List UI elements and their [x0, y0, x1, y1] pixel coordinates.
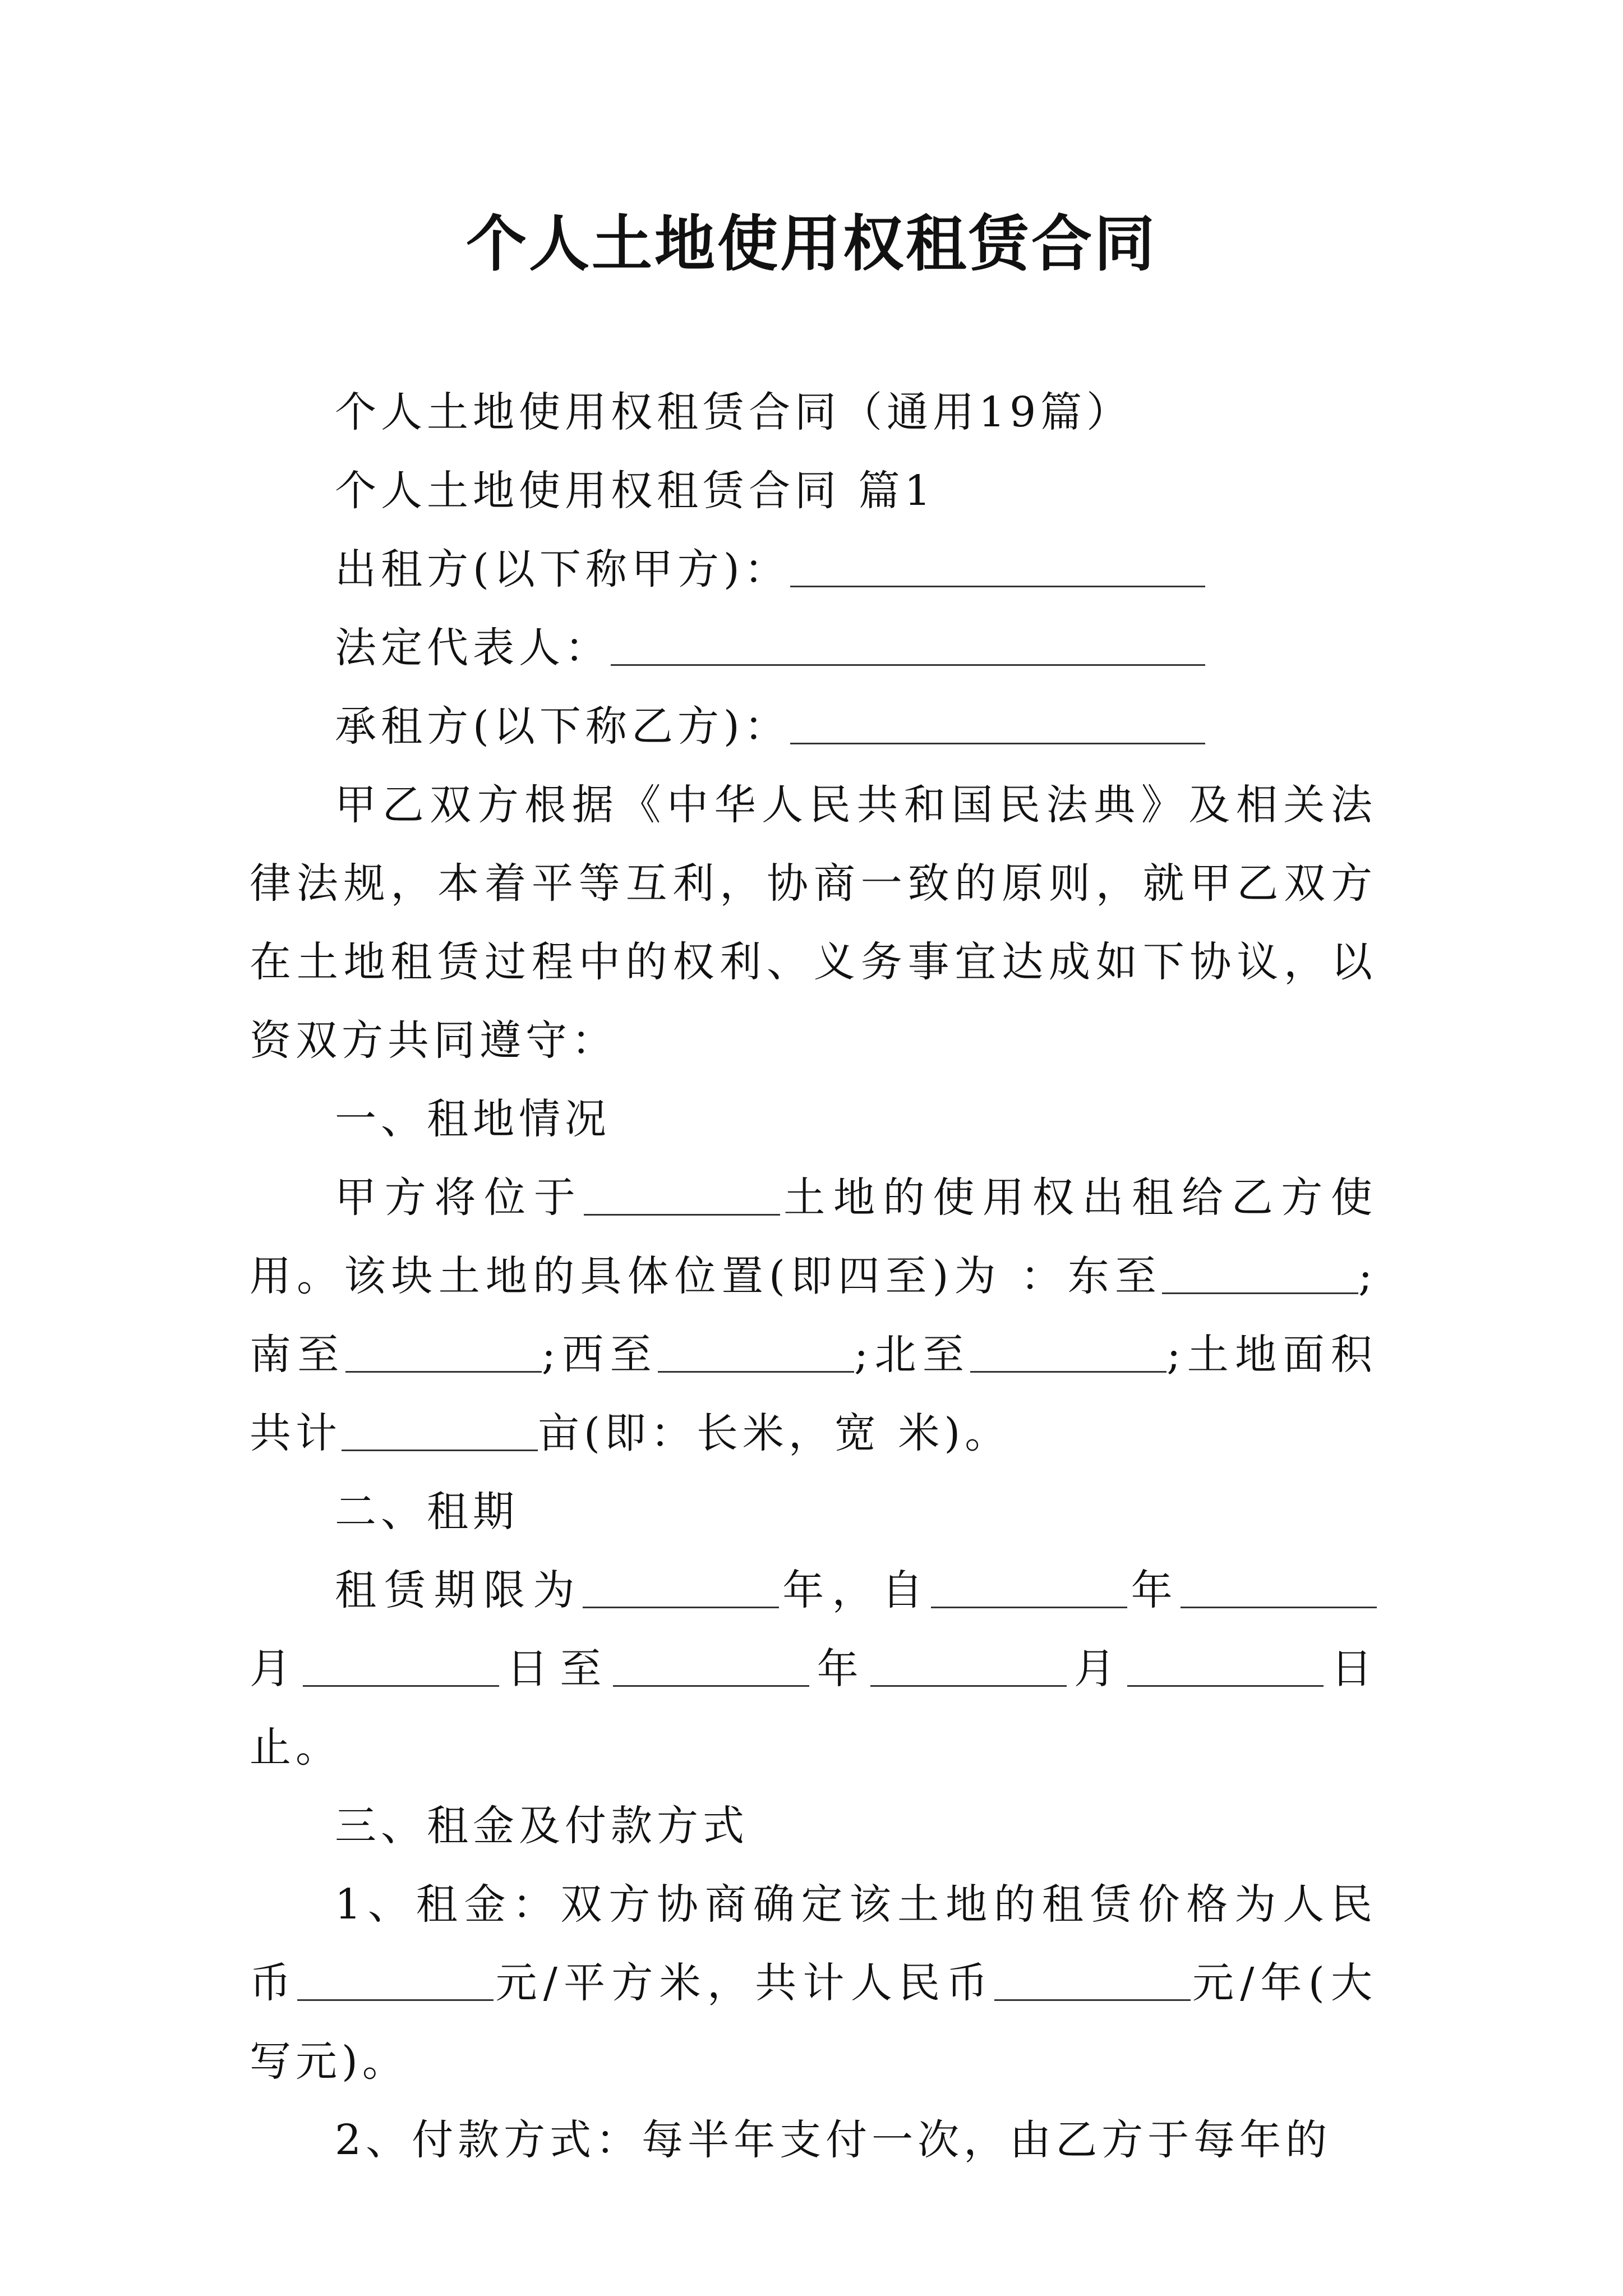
s1-text-f: ;土地面积共计 [250, 1331, 1377, 1457]
lessor-label: 出租方(以下称甲方)： [335, 545, 790, 593]
s3-text-c: 元/年(大写元)。 [250, 1959, 1377, 2086]
s2-text-a: 租赁期限为 [335, 1566, 583, 1614]
s2-text-f: 年 [809, 1645, 870, 1693]
start-month-blank [1181, 1565, 1377, 1608]
east-blank [1162, 1251, 1358, 1294]
legal-rep-label: 法定代表人： [335, 624, 611, 672]
section-2-title: 二、租期 [335, 1488, 519, 1536]
s2-text-e: 日至 [499, 1645, 614, 1693]
section-3-payment-paragraph: 2、付款方式：每半年支付一次，由乙方于每年的 [335, 2116, 1332, 2164]
section-3-rent-paragraph [250, 1865, 1377, 2101]
s1-text-e: ;北至 [854, 1331, 971, 1379]
start-year-blank [931, 1565, 1127, 1608]
start-day-blank [303, 1644, 499, 1687]
s2-text-h: 日止。 [250, 1645, 1377, 1772]
south-blank [345, 1329, 542, 1373]
s3-text-b: 元/平方米，共计人民币 [494, 1959, 994, 2007]
s1-text-a: 甲方将位于 [335, 1174, 584, 1222]
rent-per-sqm-blank [297, 1958, 494, 2001]
s2-text-c: 年 [1127, 1566, 1181, 1614]
lessor-line [250, 530, 1377, 609]
section-1-title: 一、租地情况 [335, 1095, 611, 1143]
end-month-blank [870, 1644, 1067, 1687]
lessee-line [250, 687, 1377, 766]
s1-text-c: ;南至 [250, 1252, 1377, 1379]
document-body [250, 373, 1377, 2179]
term-years-blank [583, 1565, 779, 1608]
s2-text-g: 月 [1066, 1645, 1127, 1693]
section-2-paragraph [250, 1551, 1377, 1787]
article-heading: 个人土地使用权租赁合同 篇1 [335, 467, 935, 515]
s1-text-g: 亩(即：长米，宽 米)。 [538, 1409, 1011, 1457]
legal-rep-blank [611, 623, 1205, 666]
s1-text-b: 土地的使用权出租给乙方使用。该块土地的具体位置(即四至)为 ：东至 [250, 1174, 1377, 1300]
west-blank [658, 1329, 854, 1373]
end-day-blank [1127, 1644, 1324, 1687]
lessor-blank [790, 544, 1205, 587]
lessee-label: 承租方(以下称乙方)： [335, 702, 790, 751]
s2-text-d: 月 [250, 1645, 303, 1693]
subtitle: 个人土地使用权租赁合同（通用19篇） [335, 388, 1133, 436]
legal-rep-line [250, 609, 1377, 687]
s1-text-d: ;西至 [541, 1331, 658, 1379]
rent-total-blank [994, 1958, 1191, 2001]
section-1-paragraph [250, 1158, 1377, 1473]
section-3-title: 三、租金及付款方式 [335, 1802, 749, 1850]
lessee-blank [790, 701, 1205, 744]
north-blank [970, 1329, 1166, 1373]
intro-paragraph: 甲乙双方根据《中华人民共和国民法典》及相关法律法规，本着平等互利，协商一致的原则，就甲乙双方在土地租赁过程中的权利、义务事宜达成如下协议，以资双方共同遵守： [250, 781, 1377, 1065]
area-blank [342, 1408, 538, 1451]
location-blank [584, 1172, 780, 1216]
s2-text-b: 年，自 [778, 1566, 932, 1614]
document-title: 个人土地使用权租赁合同 [465, 209, 1157, 279]
s3-text-a: 1、租金：双方协商确定该土地的租赁价格为人民币 [250, 1880, 1377, 2007]
end-year-blank [613, 1644, 809, 1687]
